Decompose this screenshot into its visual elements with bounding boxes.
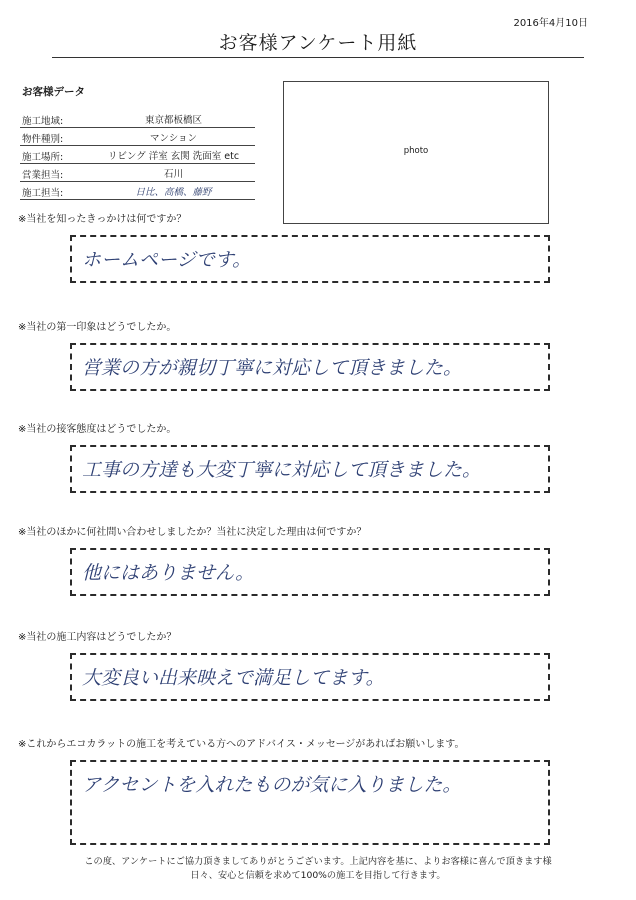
answer-box-5 — [70, 653, 550, 701]
answer-4: 他にはありません。 — [82, 562, 255, 584]
customer-data-heading: お客様データ — [22, 86, 85, 98]
info-value: 石川 — [163, 169, 183, 180]
photo-placeholder — [283, 81, 549, 224]
question-3: ※当社の接客態度はどうでしたか。 — [18, 424, 177, 435]
info-label: 物件種別: — [22, 134, 64, 145]
answer-box-2 — [70, 343, 550, 391]
page-title: お客様アンケート用紙 — [218, 32, 418, 54]
answer-box-1 — [70, 235, 550, 283]
question-5: ※当社の施工内容はどうでしたか？ — [18, 632, 177, 643]
info-value: マンション — [149, 133, 198, 144]
answer-box-3 — [70, 445, 550, 493]
title-divider — [52, 57, 584, 58]
info-label: 営業担当: — [22, 170, 64, 181]
info-value: 東京都板橋区 — [144, 115, 202, 126]
answer-5: 大変良い出来映えで満足してます。 — [82, 667, 385, 689]
question-2: ※当社の第一印象はどうでしたか。 — [18, 322, 177, 333]
answer-2: 営業の方が親切丁寧に対応して頂きました。 — [82, 357, 463, 379]
footer-line-1: この度、アンケートにご協力頂きましてありがとうございます。上記内容を基に、よりお客様に喜んで頂きます様 — [84, 856, 552, 867]
info-row-installers — [20, 182, 255, 200]
answer-6: アクセントを入れたものが気に入りました。 — [82, 774, 462, 796]
question-1: ※当社を知ったきっかけは何ですか？ — [18, 214, 187, 225]
survey-date: 2016年4月10日 — [513, 18, 588, 29]
question-6: ※これからエコカラットの施工を考えている方へのアドバイス・メッセージがあればお願いします。 — [18, 739, 465, 750]
info-row-property-type — [20, 128, 255, 146]
photo-label: photo — [403, 146, 429, 156]
question-4: ※当社のほかに何社問い合わせしましたか？当社に決定した理由は何ですか？ — [18, 527, 367, 538]
info-value: リビング 洋室 玄関 洗面室 etc — [107, 151, 240, 162]
footer-message — [0, 855, 636, 883]
info-label: 施工場所: — [22, 152, 64, 163]
answer-3: 工事の方達も大変丁寧に対応して頂きました。 — [82, 459, 482, 481]
info-value-handwritten: 日比、高橋、藤野 — [135, 187, 212, 198]
info-row-sales-rep — [20, 164, 255, 182]
info-label: 施工担当: — [22, 188, 64, 199]
answer-box-6 — [70, 760, 550, 845]
answer-1: ホームページです。 — [82, 249, 252, 271]
info-row-location — [20, 146, 255, 164]
answer-box-4 — [70, 548, 550, 596]
customer-info-table — [20, 110, 255, 200]
info-row-area — [20, 110, 255, 128]
info-label: 施工地域: — [22, 116, 64, 127]
footer-line-2: 日々、安心と信頼を求めて100%の施工を目指して行きます。 — [190, 870, 446, 881]
